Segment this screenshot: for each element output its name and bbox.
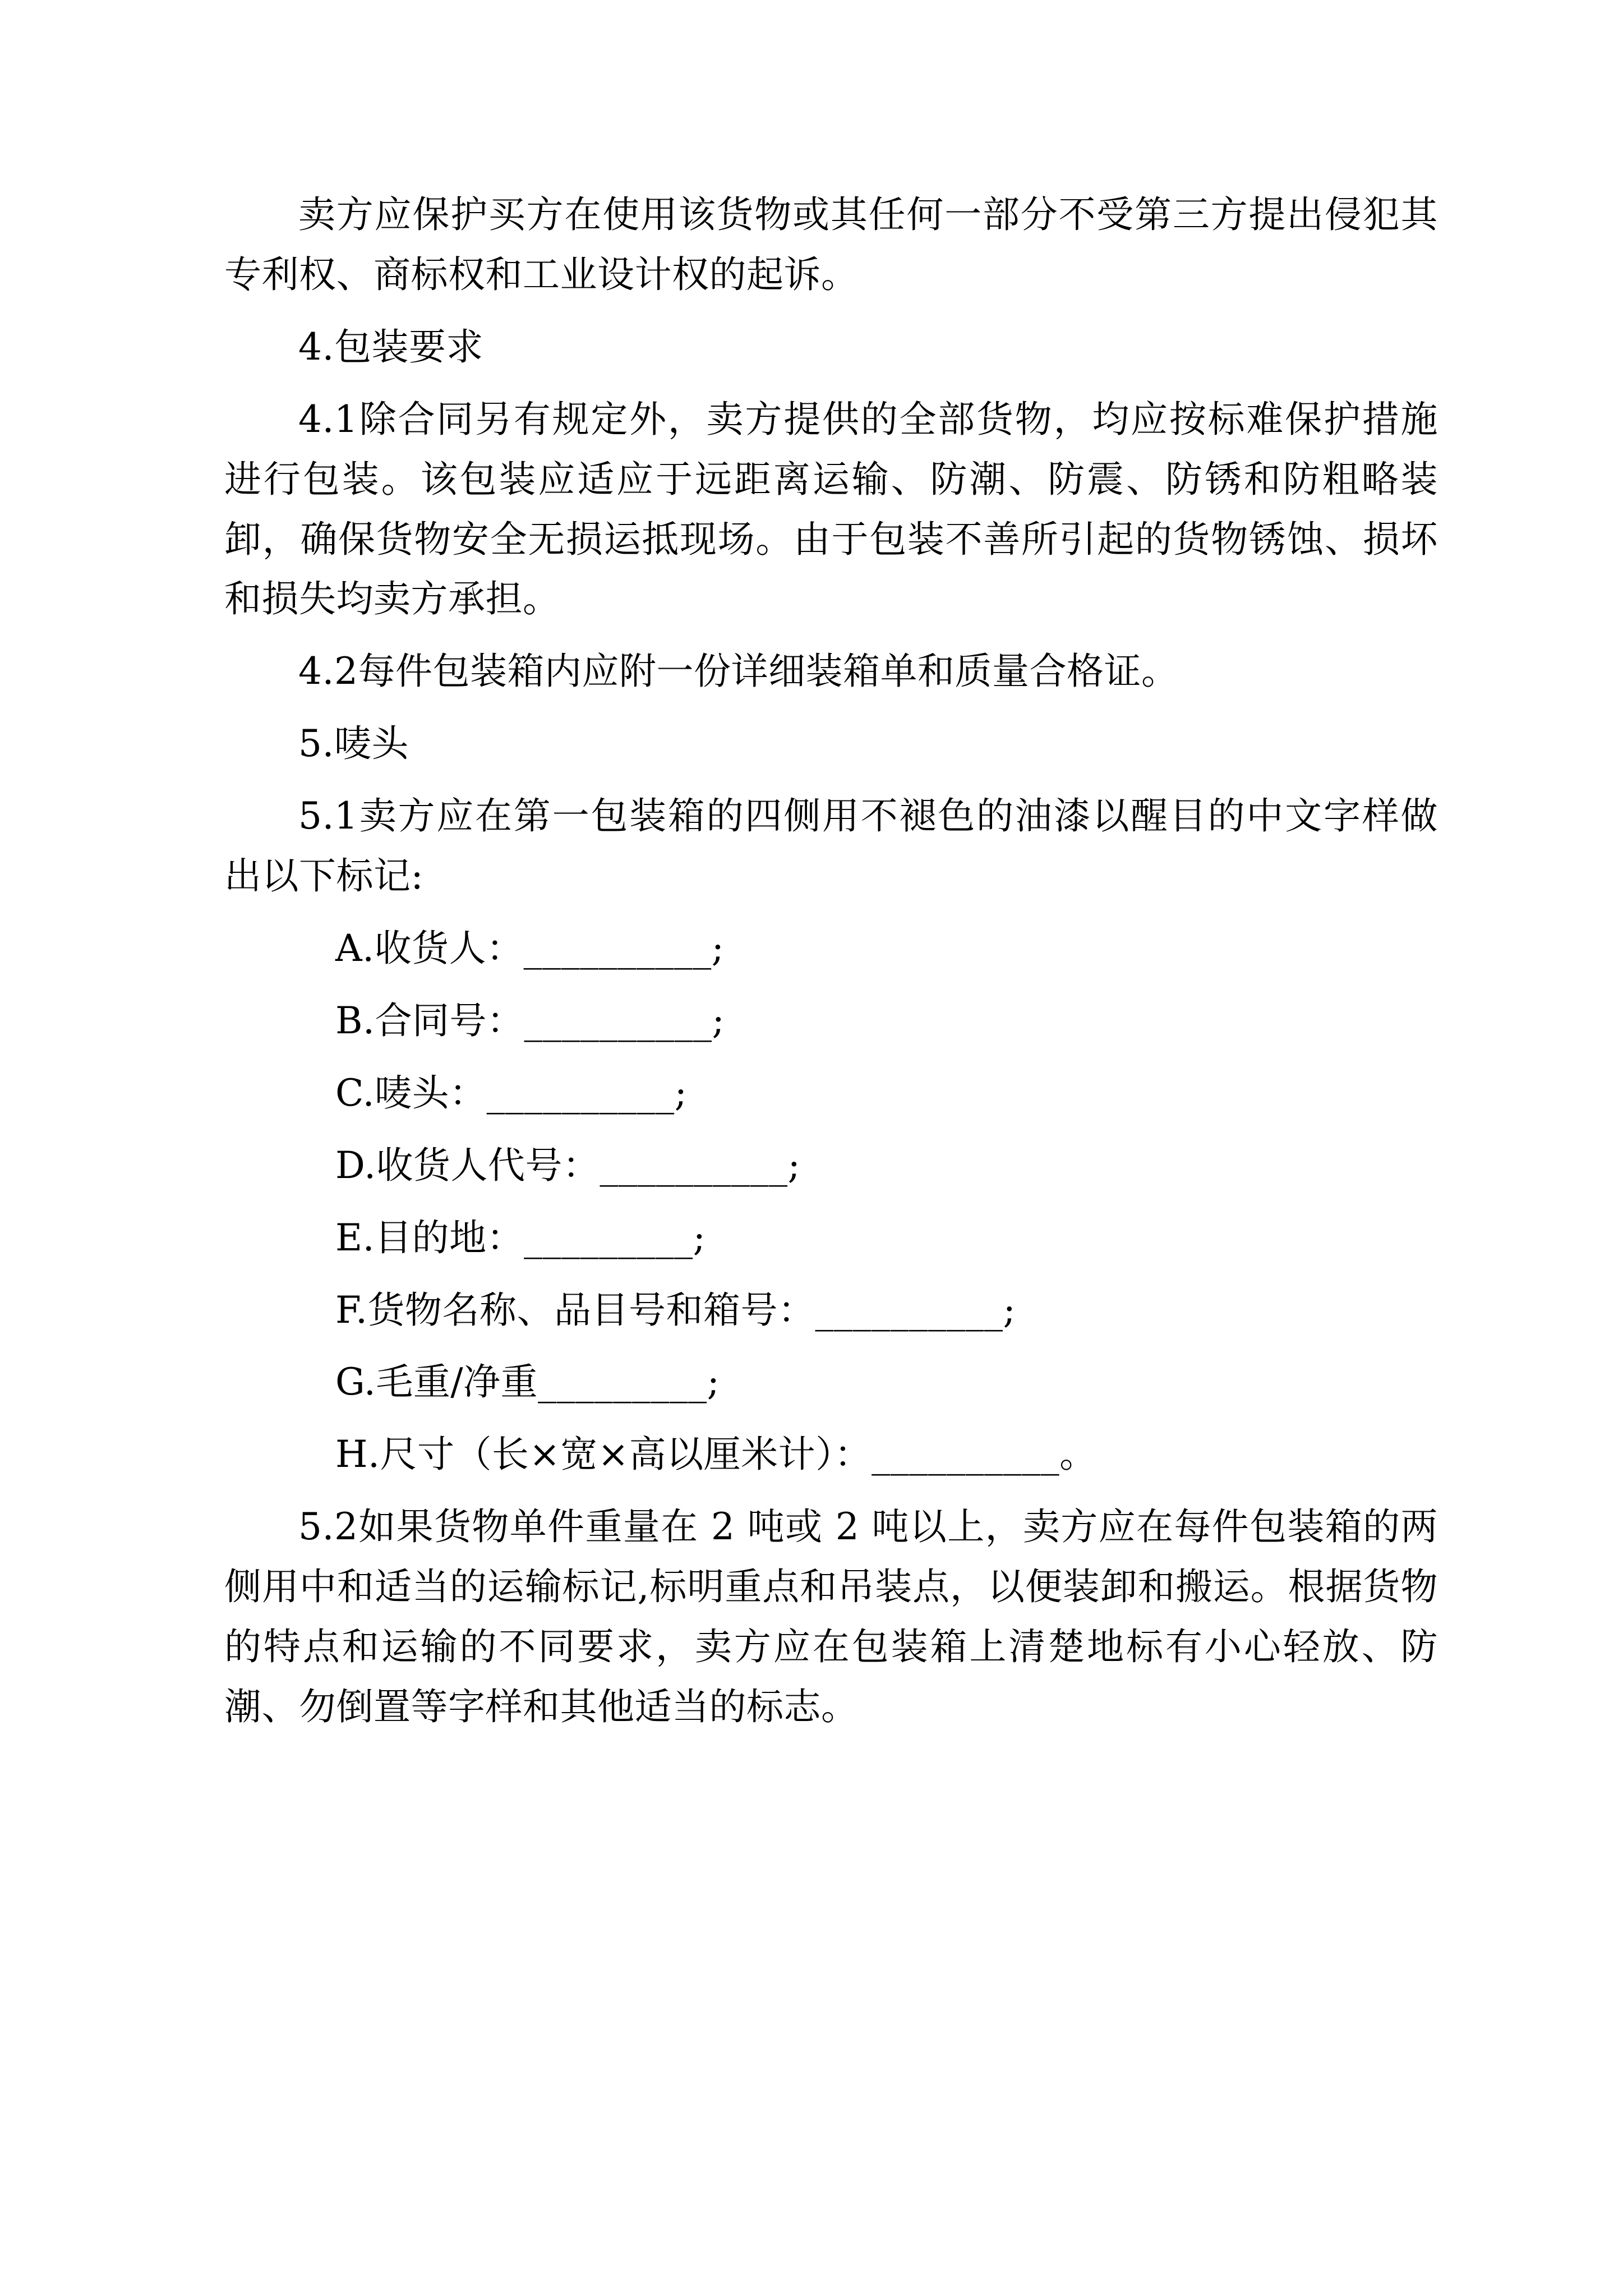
list-item: A.收货人：__________; [335, 926, 725, 970]
list-item: C.唛头：__________; [335, 1071, 688, 1115]
list-item: D.收货人代号：__________; [335, 1143, 801, 1187]
paragraph-5-2: 5.2如果货物单件重量在 2 吨或 2 吨以上，卖方应在每件包装箱的两侧用中和适当的运输标记,标明重点和吊装点，以便装卸和搬运。根据货物的特点和运输的不同要求，卖方应在包装箱上清楚地标有小心轻放、防潮、勿倒置等字样和其他适当的标志。 [224, 1505, 1438, 1728]
paragraph-4-2: 4.2每件包装箱内应附一份详细装箱单和质量合格证。 [298, 650, 1179, 693]
list-item: E.目的地：_________; [335, 1216, 706, 1259]
marking-list [224, 919, 1438, 1485]
section-heading-4: 4.包装要求 [298, 325, 483, 369]
list-item: F.货物名称、品目号和箱号：__________; [335, 1288, 1016, 1332]
list-item: B.合同号：__________; [335, 999, 725, 1042]
list-item: G.毛重/净重_________; [335, 1360, 720, 1404]
document-body [224, 185, 1438, 1737]
paragraph-ip-indemnity: 卖方应保护买方在使用该货物或其任何一部分不受第三方提出侵犯其专利权、商标权和工业设计权的起诉。 [224, 193, 1438, 296]
paragraph-5-1: 5.1卖方应在第一包装箱的四侧用不褪色的油漆以醒目的中文字样做出以下标记: [224, 794, 1438, 898]
list-item: H.尺寸（长×宽×高以厘米计）：__________。 [335, 1433, 1097, 1476]
paragraph-4-1: 4.1除合同另有规定外，卖方提供的全部货物，均应按标难保护措施进行包装。该包装应适应于远距离运输、防潮、防震、防锈和防粗略装卸，确保货物安全无损运抵现场。由于包装不善所引起的货物锈蚀、损坏和损失均卖方承担。 [224, 397, 1438, 621]
section-heading-5: 5.唛头 [298, 722, 409, 766]
